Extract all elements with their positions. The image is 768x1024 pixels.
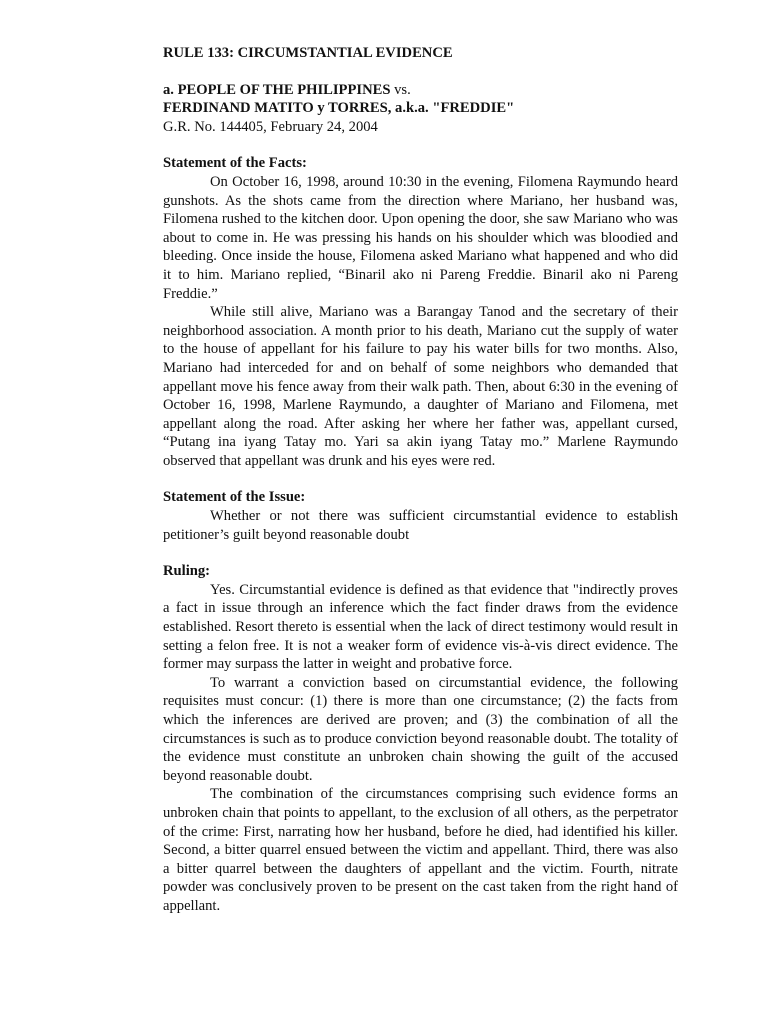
- plaintiff-name: a. PEOPLE OF THE PHILIPPINES: [163, 81, 391, 98]
- case-parties: [163, 81, 678, 100]
- issue-section: [163, 488, 678, 544]
- versus-text: vs.: [390, 81, 411, 98]
- facts-paragraph: On October 16, 1998, around 10:30 in the evening, Filomena Raymundo heard gunshots. As the shots came from the direction where Mariano, her husband was, Filomena rushed to the kitchen door. Upon opening the door, she saw Mariano who was about to come in. He was pressing his hands on his shoulder which was bloodied and bleeding. Once inside the house, Filomena asked Mariano what happened and who did it to him. Mariano replied, “Binaril ako ni Pareng Freddie. Binaril ako ni Pareng Freddie.”: [163, 173, 678, 302]
- facts-heading: Statement of the Facts:: [163, 155, 307, 172]
- ruling-paragraph: To warrant a conviction based on circumstantial evidence, the following requisites must concur: (1) there is more than one circumstance; (2) the facts from which the inferences are derived are proven; and (3) the combination of all the circumstances is such as to produce conviction beyond reasonable doubt. The totality of the evidence must constitute an unbroken chain showing the guilt of the accused beyond reasonable doubt.: [163, 674, 678, 784]
- ruling-heading: Ruling:: [163, 563, 211, 580]
- case-caption: [163, 81, 678, 137]
- case-citation: G.R. No. 144405, February 24, 2004: [163, 118, 378, 135]
- ruling-paragraph: Yes. Circumstantial evidence is defined as that evidence that "indirectly proves a fact in issue through an inference which the fact finder draws from the evidence established. Resort thereto is essential when the lack of direct testimony would result in setting a felon free. It is not a weaker form of evidence vis-à-vis direct evidence. The former may surpass the latter in weight and probative force.: [163, 581, 678, 673]
- facts-paragraph: While still alive, Mariano was a Barangay Tanod and the secretary of their neighborhood association. A month prior to his death, Mariano cut the supply of water to the house of appellant for his failure to pay his water bills for two months. Also, Mariano had interceded for and on behalf of some neighbors who demanded that appellant move his fence away from their walk path. Then, about 6:30 in the evening of October 16, 1998, Marlene Raymundo, a daughter of Mariano and Filomena, met appellant along the road. After asking her where her father was, appellant cursed, “Putang ina iyang Tatay mo. Yari sa akin iyang Tatay mo.” Marlene Raymundo observed that appellant was drunk and his eyes were red.: [163, 304, 678, 469]
- defendant-name: FERDINAND MATITO y TORRES, a.k.a. "FREDDIE": [163, 100, 515, 117]
- issue-paragraph: Whether or not there was sufficient circumstantial evidence to establish petitioner’s guilt beyond reasonable doubt: [163, 508, 678, 543]
- ruling-section: [163, 562, 678, 915]
- rule-title: RULE 133: CIRCUMSTANTIAL EVIDENCE: [163, 45, 453, 61]
- ruling-paragraph: The combination of the circumstances comprising such evidence forms an unbroken chain that points to appellant, to the exclusion of all others, as the perpetrator of the crime: First, narrating how her husband, before he died, had identified his killer. Second, a bitter quarrel ensued between the victim and appellant. Third, there was also a bitter quarrel between the daughters of appellant and the victim. Fourth, nitrate powder was conclusively proven to be present on the cast taken from the right hand of appellant.: [163, 786, 678, 914]
- facts-section: [163, 154, 678, 470]
- issue-heading: Statement of the Issue:: [163, 489, 306, 506]
